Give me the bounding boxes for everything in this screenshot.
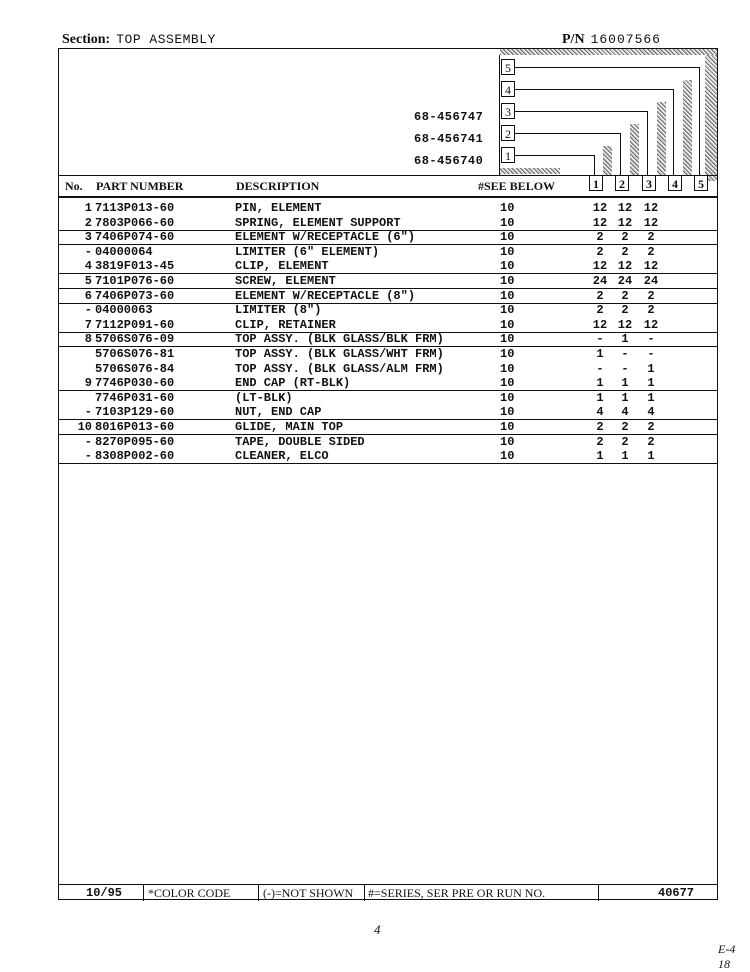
quantity-model-2: - <box>621 361 629 376</box>
quantity-model-2: 12 <box>617 201 633 215</box>
quantity-model-1: 12 <box>592 215 608 230</box>
series-box-1: 1 <box>501 147 515 163</box>
description: CLEANER, ELCO <box>235 449 329 464</box>
footer-not-shown: (-)=NOT SHOWN <box>263 886 354 900</box>
quantity-model-2: 12 <box>617 317 633 332</box>
quantity-model-1: 1 <box>596 449 604 464</box>
description: LIMITER (8") <box>235 303 322 318</box>
part-number: 7803P066-60 <box>95 215 175 230</box>
quantity-model-3: - <box>647 347 655 361</box>
quantity-model-2: 2 <box>621 303 629 318</box>
series-number: 10 <box>500 449 515 464</box>
quantity-model-2: 1 <box>621 449 629 464</box>
quantity-model-1: 2 <box>596 230 604 245</box>
part-number: 7113P013-60 <box>95 201 175 215</box>
series-number: 10 <box>500 332 515 347</box>
series-number: 10 <box>500 317 515 332</box>
table-row <box>58 332 718 346</box>
quantity-model-1: 2 <box>596 244 604 259</box>
quantity-model-1: 1 <box>596 347 604 361</box>
quantity-model-2: 1 <box>621 390 629 405</box>
item-number: 1 <box>84 201 92 215</box>
table-row <box>58 230 718 244</box>
series-box-2: 2 <box>501 125 515 141</box>
footer-date: 10/95 <box>86 886 123 900</box>
footer-code: 40677 <box>658 886 695 900</box>
quantity-model-3: 2 <box>647 434 655 449</box>
quantity-model-2: 2 <box>621 420 629 434</box>
section-header <box>62 32 216 48</box>
footer-bar <box>58 884 718 901</box>
quantity-model-3: - <box>647 332 655 347</box>
part-number: 3819F013-45 <box>95 259 175 274</box>
series-line-4 <box>514 89 673 90</box>
col-header-model-5: 5 <box>694 175 708 191</box>
description: TOP ASSY. (BLK GLASS/WHT FRM) <box>235 347 444 361</box>
part-number: 7746P031-60 <box>95 390 175 405</box>
item-number: - <box>84 434 92 449</box>
quantity-model-2: 2 <box>621 244 629 259</box>
quantity-model-1: 24 <box>592 274 608 288</box>
table-row <box>58 435 718 449</box>
table-row <box>58 318 718 332</box>
quantity-model-1: 12 <box>592 201 608 215</box>
header-shading-col2 <box>630 124 639 176</box>
table-row <box>58 449 718 463</box>
col-header-model-3: 3 <box>642 175 656 191</box>
corner-mark: E-4 18 <box>718 942 736 971</box>
series-line-1 <box>514 155 594 156</box>
item-number: - <box>84 449 92 464</box>
series-box-3: 3 <box>501 103 515 119</box>
description: CLIP, ELEMENT <box>235 259 329 274</box>
col-header-series: #SEE BELOW <box>478 179 556 193</box>
item-number: 2 <box>84 215 92 230</box>
series-number: 10 <box>500 376 515 391</box>
item-number: 9 <box>84 376 92 391</box>
quantity-model-1: 1 <box>596 376 604 391</box>
quantity-model-2: 2 <box>621 434 629 449</box>
col-header-description: DESCRIPTION <box>236 179 320 193</box>
item-number: - <box>84 405 92 420</box>
quantity-model-1: 2 <box>596 420 604 434</box>
quantity-model-2: - <box>621 347 629 361</box>
series-box-5: 5 <box>501 59 515 75</box>
quantity-model-3: 12 <box>643 259 659 274</box>
part-number-header <box>562 32 661 48</box>
header-shading-bottom <box>500 168 560 174</box>
item-number: 10 <box>77 420 92 434</box>
series-number: 10 <box>500 361 515 376</box>
series-box-4: 4 <box>501 81 515 97</box>
model-number: 68-456740 <box>414 154 484 168</box>
part-number: 04000064 <box>95 244 153 259</box>
description: GLIDE, MAIN TOP <box>235 420 344 434</box>
table-row <box>58 289 718 303</box>
description: TAPE, DOUBLE SIDED <box>235 434 365 449</box>
series-number: 10 <box>500 215 515 230</box>
item-number: 7 <box>84 317 92 332</box>
description: (LT-BLK) <box>235 390 293 405</box>
quantity-model-3: 1 <box>647 361 655 376</box>
quantity-model-1: 4 <box>596 405 604 420</box>
series-line-5 <box>514 67 699 68</box>
description: TOP ASSY. (BLK GLASS/BLK FRM) <box>235 332 444 347</box>
series-number: 10 <box>500 420 515 434</box>
model-number: 68-456741 <box>414 132 484 146</box>
description: TOP ASSY. (BLK GLASS/ALM FRM) <box>235 361 444 376</box>
header-shading-top <box>500 49 717 55</box>
part-number: 7406P073-60 <box>95 288 175 303</box>
quantity-model-1: 12 <box>592 317 608 332</box>
quantity-model-2: 12 <box>617 259 633 274</box>
series-line-2 <box>514 133 620 134</box>
series-number: 10 <box>500 274 515 288</box>
col-header-model-2: 2 <box>615 175 629 191</box>
quantity-model-2: 4 <box>621 405 629 420</box>
table-row <box>58 347 718 361</box>
quantity-model-3: 2 <box>647 230 655 245</box>
description: LIMITER (6" ELEMENT) <box>235 244 380 259</box>
quantity-model-3: 12 <box>643 201 659 215</box>
col-header-part-number: PART NUMBER <box>96 179 184 193</box>
table-row <box>58 303 718 317</box>
part-number: 5706S076-84 <box>95 361 175 376</box>
header-shading-right <box>705 55 717 181</box>
header-shading-col3 <box>657 102 666 176</box>
section-label: Section: <box>62 32 111 47</box>
series-number: 10 <box>500 259 515 274</box>
pn-label: P/N <box>562 32 585 47</box>
table-row <box>58 259 718 273</box>
part-number: 5706S076-09 <box>95 332 175 347</box>
quantity-model-1: 2 <box>596 303 604 318</box>
pn-value: 16007566 <box>590 32 661 47</box>
table-row <box>58 391 718 405</box>
series-number: 10 <box>500 390 515 405</box>
table-row <box>58 245 718 259</box>
page-number: 4 <box>374 922 381 937</box>
series-number: 10 <box>500 405 515 420</box>
series-number: 10 <box>500 230 515 245</box>
footer-series-note: #=SERIES, SER PRE OR RUN NO. <box>368 886 546 900</box>
quantity-model-1: - <box>596 361 604 376</box>
part-number: 7406P074-60 <box>95 230 175 245</box>
series-number: 10 <box>500 303 515 318</box>
part-number: 8270P095-60 <box>95 434 175 449</box>
series-number: 10 <box>500 244 515 259</box>
item-number: - <box>84 244 92 259</box>
col-header-model-4: 4 <box>668 175 682 191</box>
quantity-model-3: 12 <box>643 317 659 332</box>
table-row <box>58 362 718 376</box>
quantity-model-1: - <box>596 332 604 347</box>
description: SPRING, ELEMENT SUPPORT <box>235 215 401 230</box>
part-number: 7746P030-60 <box>95 376 175 391</box>
description: CLIP, RETAINER <box>235 317 336 332</box>
part-number: 7101P076-60 <box>95 274 175 288</box>
table-row <box>58 420 718 434</box>
series-divider <box>499 55 500 175</box>
series-number: 10 <box>500 288 515 303</box>
table-row <box>58 274 718 288</box>
quantity-model-2: 1 <box>621 376 629 391</box>
part-number: 04000063 <box>95 303 153 318</box>
quantity-model-1: 2 <box>596 434 604 449</box>
quantity-model-2: 2 <box>621 288 629 303</box>
quantity-model-3: 12 <box>643 215 659 230</box>
item-number: 6 <box>84 288 92 303</box>
part-number: 8308P002-60 <box>95 449 175 464</box>
table-row <box>58 201 718 215</box>
item-number: 8 <box>84 332 92 347</box>
table-row <box>58 376 718 390</box>
item-number: 5 <box>84 274 92 288</box>
quantity-model-3: 2 <box>647 244 655 259</box>
series-line-3 <box>514 111 647 112</box>
description: PIN, ELEMENT <box>235 201 322 215</box>
description: NUT, END CAP <box>235 405 322 420</box>
quantity-model-1: 2 <box>596 288 604 303</box>
quantity-model-2: 24 <box>617 274 633 288</box>
quantity-model-3: 2 <box>647 288 655 303</box>
quantity-model-2: 12 <box>617 215 633 230</box>
header-shading-col4 <box>683 80 692 176</box>
part-number: 5706S076-81 <box>95 347 175 361</box>
model-number: 68-456747 <box>414 110 484 124</box>
item-number: 4 <box>84 259 92 274</box>
series-number: 10 <box>500 347 515 361</box>
quantity-model-1: 12 <box>592 259 608 274</box>
quantity-model-3: 1 <box>647 449 655 464</box>
description: SCREW, ELEMENT <box>235 274 336 288</box>
part-number: 7103P129-60 <box>95 405 175 420</box>
table-row <box>58 405 718 419</box>
col-header-model-1: 1 <box>589 175 603 191</box>
part-number: 8016P013-60 <box>95 420 175 434</box>
footer-color-code: *COLOR CODE <box>148 886 231 900</box>
description: ELEMENT W/RECEPTACLE (6") <box>235 230 416 245</box>
header-shading-col1 <box>603 146 612 176</box>
section-value: TOP ASSEMBLY <box>116 32 216 47</box>
quantity-model-3: 1 <box>647 376 655 391</box>
quantity-model-2: 1 <box>621 332 629 347</box>
table-row <box>58 216 718 230</box>
quantity-model-3: 2 <box>647 420 655 434</box>
col-header-no: No. <box>65 179 83 193</box>
description: ELEMENT W/RECEPTACLE (8") <box>235 288 416 303</box>
series-number: 10 <box>500 201 515 215</box>
item-number: 3 <box>84 230 92 245</box>
item-number: - <box>84 303 92 318</box>
quantity-model-3: 2 <box>647 303 655 318</box>
part-number: 7112P091-60 <box>95 317 175 332</box>
quantity-model-1: 1 <box>596 390 604 405</box>
quantity-model-3: 1 <box>647 390 655 405</box>
description: END CAP (RT-BLK) <box>235 376 351 391</box>
series-number: 10 <box>500 434 515 449</box>
quantity-model-2: 2 <box>621 230 629 245</box>
quantity-model-3: 24 <box>643 274 659 288</box>
quantity-model-3: 4 <box>647 405 655 420</box>
